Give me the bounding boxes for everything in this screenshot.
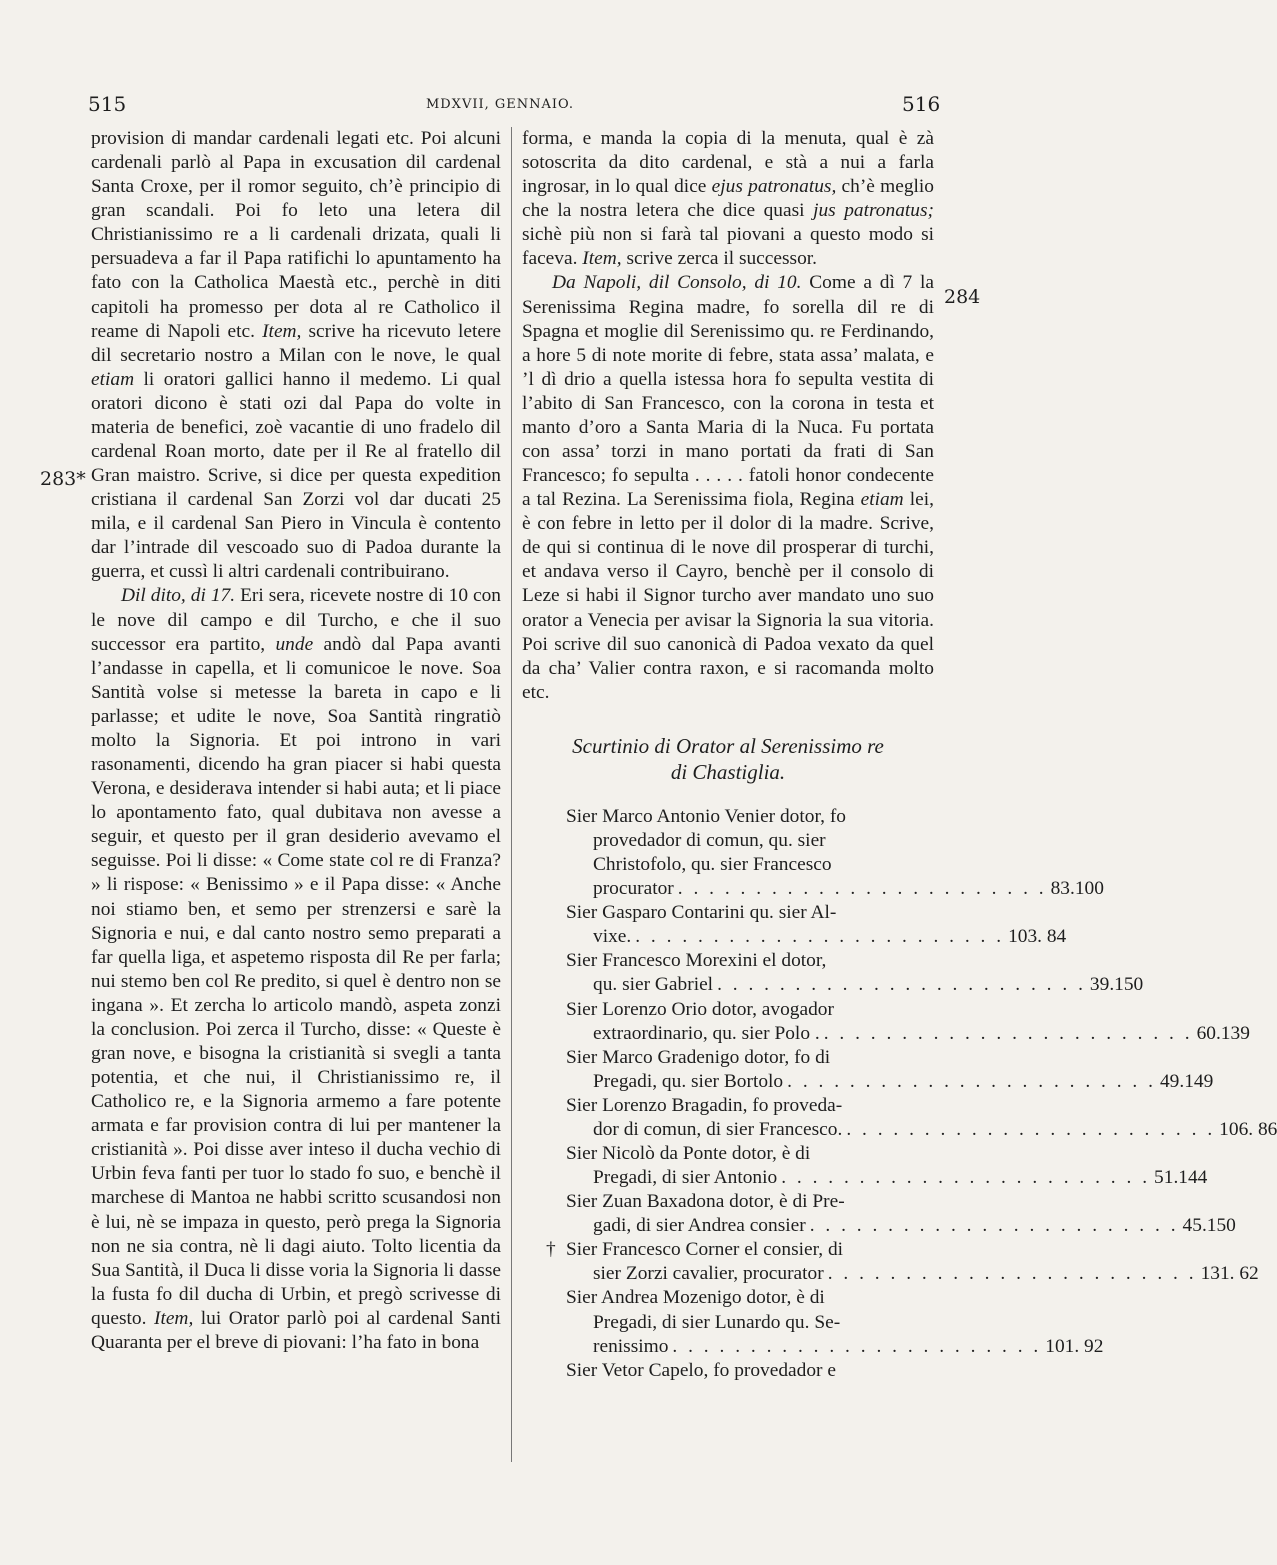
ballot-candidate-text: Christofolo, qu. sier Francesco	[593, 854, 832, 876]
left-column	[91, 127, 501, 1355]
ballot-line	[566, 925, 1067, 949]
ballot-line	[566, 1190, 934, 1214]
ballot-candidate-text: procurator	[593, 878, 674, 900]
ballot-line	[566, 877, 1104, 901]
ballot-line	[566, 901, 934, 925]
ballot-line	[566, 829, 934, 853]
ballot-entry	[566, 901, 1067, 949]
leader-dots: . . . . . . . . . . . . . . . . . . . . . . . .	[672, 1335, 1042, 1357]
leader-dots: . . . . . . . . . . . . . . . . . . . . . . . .	[635, 926, 1005, 948]
ballot-votes: 39.150	[1089, 974, 1144, 996]
page-number-left: 515	[88, 92, 127, 116]
ballot-votes: 106. 86	[1219, 1118, 1277, 1140]
ballot-candidate-text: Sier Andrea Mozenigo dotor, è di	[566, 1287, 825, 1309]
ballot-candidate-text: provedador di comun, qu. sier	[593, 829, 826, 851]
ballot-line	[566, 1022, 1250, 1046]
page-number-right: 516	[902, 92, 941, 116]
ballot-candidate-text: extraordinario, qu. sier Polo .	[593, 1022, 820, 1044]
ballot-votes: 131. 62	[1200, 1263, 1259, 1285]
ballot-line	[566, 1214, 1236, 1238]
ballot-candidate-text: Sier Marco Gradenigo dotor, fo di	[566, 1046, 831, 1068]
section-title-line1: Scurtinio di Orator al Serenissimo re	[572, 733, 884, 758]
ballot-line	[566, 1142, 934, 1166]
ballot-candidate-text: Sier Marco Antonio Venier dotor, fo	[566, 805, 846, 827]
ballot-candidate-text: gadi, di sier Andrea consier	[593, 1215, 806, 1237]
ballot-line	[566, 1166, 1208, 1190]
ballot-candidate-text: Sier Zuan Baxadona dotor, è di Pre-	[566, 1191, 845, 1213]
ballot-candidate-text: Pregadi, qu. sier Bortolo	[593, 1070, 784, 1092]
ballot-votes: 83.100	[1050, 878, 1104, 900]
ballot-candidate-text: Sier Lorenzo Bragadin, fo proveda-	[566, 1094, 843, 1116]
ballot-line	[566, 1118, 1277, 1142]
ballot-entry	[566, 1286, 1104, 1358]
leader-dots: . . . . . . . . . . . . . . . . . . . . . . . .	[677, 878, 1047, 900]
ballot-line	[566, 1335, 1104, 1359]
leader-dots: . . . . . . . . . . . . . . . . . . . . . . . .	[823, 1022, 1193, 1044]
leader-dots: . . . . . . . . . . . . . . . . . . . . . . . .	[809, 1215, 1179, 1237]
ballot-votes: 45.150	[1182, 1215, 1236, 1237]
ballot-votes: 101. 92	[1045, 1335, 1104, 1357]
running-head: MDXVII, GENNAIO.	[425, 97, 575, 112]
right-column-paragraph: forma, e manda la copia di la menuta, qual è zà sotoscrita da dito cardenal, e stà a nui a farla ingrosar, in lo qual dice ejus patronatus, ch’è meglio che la nostra letera che dice quasi jus patronatus; sichè più non si farà tal piovani a questo modo si faceva. Item, scrive zerca il successor.	[522, 128, 934, 270]
ballot-line	[546, 1238, 934, 1262]
column-divider	[511, 127, 512, 1462]
ballot-entry	[566, 1190, 1236, 1238]
section-title	[522, 733, 934, 785]
ballot-candidate-text: Sier Lorenzo Orio dotor, avogador	[566, 998, 834, 1020]
ballot-candidate-text: Sier Gasparo Contarini qu. sier Al-	[566, 902, 837, 924]
section-title-line2: di Chastiglia.	[670, 759, 786, 784]
ballot-candidate-text: Sier Vetor Capelo, fo provedador e	[566, 1359, 836, 1381]
ballot-candidate-text: vixe.	[593, 926, 632, 948]
ballot-candidate-text: renissimo	[593, 1335, 669, 1357]
ballot-line	[566, 1359, 934, 1383]
leader-dots: . . . . . . . . . . . . . . . . . . . . . . . .	[846, 1118, 1216, 1140]
margin-number-right: 284	[944, 286, 981, 308]
ballot-candidate-text: Sier Francesco Corner el consier, di	[566, 1239, 844, 1261]
ballot-entry	[566, 1142, 1208, 1190]
leader-dots: . . . . . . . . . . . . . . . . . . . . . . . .	[781, 1167, 1151, 1189]
ballot-candidate-text: Pregadi, di sier Lunardo qu. Se-	[593, 1311, 841, 1333]
ballot-line	[566, 1094, 934, 1118]
ballot-candidate-text: Sier Nicolò da Ponte dotor, è di	[566, 1142, 811, 1164]
ballot-entry	[566, 998, 1250, 1046]
leader-dots: . . . . . . . . . . . . . . . . . . . . . . . .	[787, 1070, 1156, 1092]
ballot-entry	[546, 1238, 1259, 1286]
left-column-paragraph: Dil dito, di 17. Eri sera, ricevete nostre di 10 con le nove dil campo e dil Turcho, e che il suo successor era partito, unde andò dal Papa avanti l’andasse in capella, et li comunicoe le nove. Soa Santità volse si metesse la bareta in capo e li parlasse; et udite le nove, Soa Santità ringratiò molto la Signoria. Et poi introno in vari rasonamenti, dicendo ha gran piacer si habi questa Verona, e desiderava intender si habi auta; et li piace lo apontamento fato, qual dubitava non avesse a seguir, et questo per il gran desiderio avevamo el seguisse. Poi li disse: « Come state col re di Franza? » li rispose: « Benissimo » e il Papa disse: « Anche noi stiamo ben, et semo per strenzersi e sarè la Signoria e nui, e dal canto nostro semo preparati a far quella liga, et aspetemo risposta dil Re per farla; nui stemo ben col Re predito, si quel è dentro non se ingana ». Et zercha lo articolo mandò, aspeta zonzi la conclusion. Poi zerca il Turcho, disse: « Queste è gran nove, e bisogna la cristianità si svegli a tanta potentia, et che nui, il Christianissimo re, il Catholico re, e la Signoria armemo a fare potente armata e far provision contra di lui per mantener la cristianità ». Poi disse aver inteso il ducha vechio di Urbin feva fanti per tuor lo stado fo suo, e benchè il marchese di Mantoa ne habbi scritto scusandosi non è lui, nè se impaza in questo, però prega la Signoria non ne sia contra, nè li dagi aiuto. Tolto licentia da Sua Santità, il Duca li disse voria la Signoria li dasse la fusta fo dil ducha di Urbin, et pregò scrivesse di questo. Item, lui Orator parlò poi al cardenal Santi Quaranta per el breve di piovani: l’ha fato in bona	[91, 585, 502, 1353]
leader-dots: . . . . . . . . . . . . . . . . . . . . . . . .	[717, 974, 1086, 996]
ballot-entry	[566, 1094, 1277, 1142]
ballot-line	[566, 1070, 1214, 1094]
margin-number-left: 283*	[40, 468, 86, 490]
ballot-entry	[566, 949, 1144, 997]
ballot-line	[566, 1046, 934, 1070]
ballot-candidate-text: Sier Francesco Morexini el dotor,	[566, 950, 827, 972]
ballot-line	[566, 1286, 934, 1310]
leader-dots: . . . . . . . . . . . . . . . . . . . . . . . .	[827, 1263, 1197, 1285]
left-column-paragraph: provision di mandar cardenali legati etc. Poi alcuni cardenali parlò al Papa in excusation dil cardenal Santa Croxe, per il romor seguito, ch’è principio di gran scandali. Poi fo leto una letera dil Christianissimo re a li cardenali drizata, quali li persuadeva a far il Papa ratifichi lo apuntamento ha fato con la Catholica Maestà etc., perchè in diti capitoli ha promesso per dota al re Catholico il reame di Napoli etc. Item, scrive ha ricevuto letere dil secretario nostro a Milan con le nove, le qual etiam li oratori gallici hanno il medemo. Li qual oratori dicono è stati ozi dal Papa do volte in materia de benefici, zoè vacantie di uno fradelo dil cardenal Roan morto, date per il Re al fratello dil Gran maistro. Scrive, si dice per questa expedition cristiana il cardenal San Zorzi vol dar ducati 25 mila, e il cardenal San Piero in Vincula è contento dar l’intrade dil vescoado suo di Padoa durante la guerra, et cussì li altri cardenali contribuirano.	[91, 128, 502, 583]
ballot-candidate-text: sier Zorzi cavalier, procurator	[593, 1263, 824, 1285]
ballot-votes: 103. 84	[1008, 926, 1067, 948]
ballot-candidate-text: dor di comun, di sier Francesco.	[593, 1118, 843, 1140]
ballot-votes: 49.149	[1159, 1070, 1214, 1092]
ballot-line	[566, 973, 1144, 997]
ballot-line	[566, 998, 934, 1022]
ballot-votes: 51.144	[1154, 1167, 1208, 1189]
right-column-paragraph: Da Napoli, dil Consolo, di 10. Come a dì 7 la Serenissima Regina madre, fo sorella dil re di Spagna et moglie dil Serenissimo qu. re Ferdinando, a hore 5 di note morite di febre, stata assa’ malata, e ’l dì drio a quella istessa hora fo sepulta vestita di l’abito di San Francesco, con la corona in testa et manto d’oro a Santa Maria di la Nuca. Fu portata con assa’ torzi in mano portati da frati di San Francesco; fo sepulta . . . . . fatoli honor condecente a tal Rezina. La Serenissima fiola, Regina etiam lei, è con febre in letto per il dolor di la madre. Scrive, de qui si continua di le nove dil prosperar di turchi, et andava verso il Cayro, benchè per il consolo di Leze si habi il Signor turcho aver mandato uno suo orator a Venecia per avisar la Signoria la sua vitoria. Poi scrive dil suo canonicà di Padoa vexato da quel da cha’ Valier contra raxon, e si racomanda molto etc.	[522, 272, 934, 703]
ballot-line	[566, 853, 934, 877]
ballot-candidate-text: qu. sier Gabriel	[593, 974, 714, 996]
ballot-line	[566, 949, 934, 973]
right-column-text	[522, 127, 934, 705]
ballot-entry	[566, 1046, 1214, 1094]
ballot-candidate-text: Pregadi, di sier Antonio	[593, 1167, 778, 1189]
ballot-list	[522, 805, 1277, 1383]
ballot-votes: 60.139	[1196, 1022, 1250, 1044]
ballot-line	[566, 1262, 1259, 1286]
ballot-line	[566, 805, 934, 829]
ballot-entry	[566, 805, 1104, 901]
elected-cross-mark: †	[546, 1239, 556, 1261]
ballot-line	[566, 1311, 934, 1335]
ballot-entry	[566, 1359, 934, 1383]
